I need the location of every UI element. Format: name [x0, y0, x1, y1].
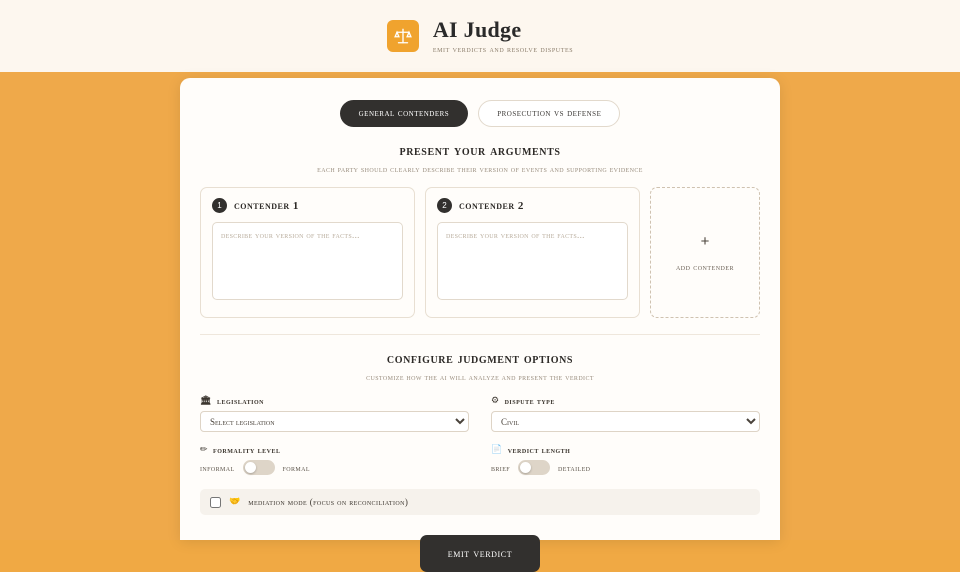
dispute-type-label-row — [491, 396, 760, 406]
verdict-length-label-row — [491, 445, 760, 455]
verdict-length-label: verdict length — [507, 445, 571, 455]
pencil-icon: ✏ — [200, 445, 209, 455]
formality-label: formality level — [213, 445, 281, 455]
add-contender-button[interactable] — [650, 187, 760, 318]
legislation-label: legislation — [216, 396, 265, 406]
options-title: configure judgment options — [386, 351, 574, 367]
verdict-length-toggle[interactable] — [518, 460, 550, 475]
page-title: AI Judge — [432, 17, 522, 43]
options-selects-row — [200, 396, 760, 432]
formality-toggle-knob — [245, 462, 256, 473]
contender-badge-2: 2 — [437, 198, 452, 213]
contenders-row — [200, 187, 760, 318]
contender-card-1 — [200, 187, 415, 318]
formality-toggle-row — [200, 460, 469, 475]
classical-building-icon: 🏛 — [200, 396, 212, 406]
contender-label-2: contender 2 — [459, 199, 524, 212]
verdict-length-right-label: detailed — [558, 462, 591, 473]
main-card — [180, 78, 780, 560]
page-subtitle: emit verdicts and resolve disputes — [432, 43, 574, 54]
formality-left-label: informal — [200, 462, 235, 473]
contender-label-1: contender 1 — [234, 199, 299, 212]
contender-facts-input-2[interactable] — [437, 222, 628, 300]
formality-right-label: formal — [282, 462, 310, 473]
contender-header-1 — [212, 198, 403, 213]
mediation-mode-row[interactable] — [200, 489, 760, 515]
emit-verdict-button[interactable]: emit verdict — [420, 535, 540, 572]
legislation-label-row — [200, 396, 469, 406]
gear-icon: ⚙ — [491, 396, 500, 406]
verdict-length-left-label: brief — [491, 462, 511, 473]
brand — [433, 18, 573, 53]
arguments-subtitle: each party should clearly describe their version of events and supporting evidence — [317, 164, 643, 174]
verdict-length-toggle-knob — [520, 462, 531, 473]
legislation-field — [200, 396, 469, 432]
dispute-type-field — [491, 396, 760, 432]
options-toggles-row — [200, 445, 760, 475]
legislation-select[interactable] — [200, 411, 469, 432]
verdict-length-field — [491, 445, 760, 475]
mediation-mode-label: mediation mode (focus on reconciliation) — [248, 497, 409, 507]
tab-prosecution-vs-defense[interactable]: prosecution vs defense — [478, 100, 620, 127]
scales-of-justice-icon — [387, 20, 419, 52]
submit-row — [200, 535, 760, 572]
formality-label-row — [200, 445, 469, 455]
contender-badge-1: 1 — [212, 198, 227, 213]
plus-icon: + — [700, 233, 710, 250]
verdict-length-toggle-row — [491, 460, 760, 475]
arguments-title: present your arguments — [399, 143, 561, 159]
mode-tabs — [200, 100, 760, 127]
section-divider — [200, 334, 760, 335]
page-icon: 📄 — [491, 445, 503, 455]
contender-card-2 — [425, 187, 640, 318]
tab-general-contenders[interactable]: general contenders — [340, 100, 469, 127]
formality-toggle[interactable] — [243, 460, 275, 475]
formality-field — [200, 445, 469, 475]
app-header — [0, 0, 960, 72]
contender-facts-input-1[interactable] — [212, 222, 403, 300]
contender-header-2 — [437, 198, 628, 213]
handshake-icon: 🤝 — [229, 497, 241, 507]
dispute-type-select[interactable] — [491, 411, 760, 432]
dispute-type-label: dispute type — [504, 396, 555, 406]
mediation-mode-checkbox[interactable] — [210, 497, 221, 508]
options-subtitle: customize how the ai will analyze and present the verdict — [366, 372, 594, 382]
add-contender-label: add contender — [675, 262, 735, 272]
